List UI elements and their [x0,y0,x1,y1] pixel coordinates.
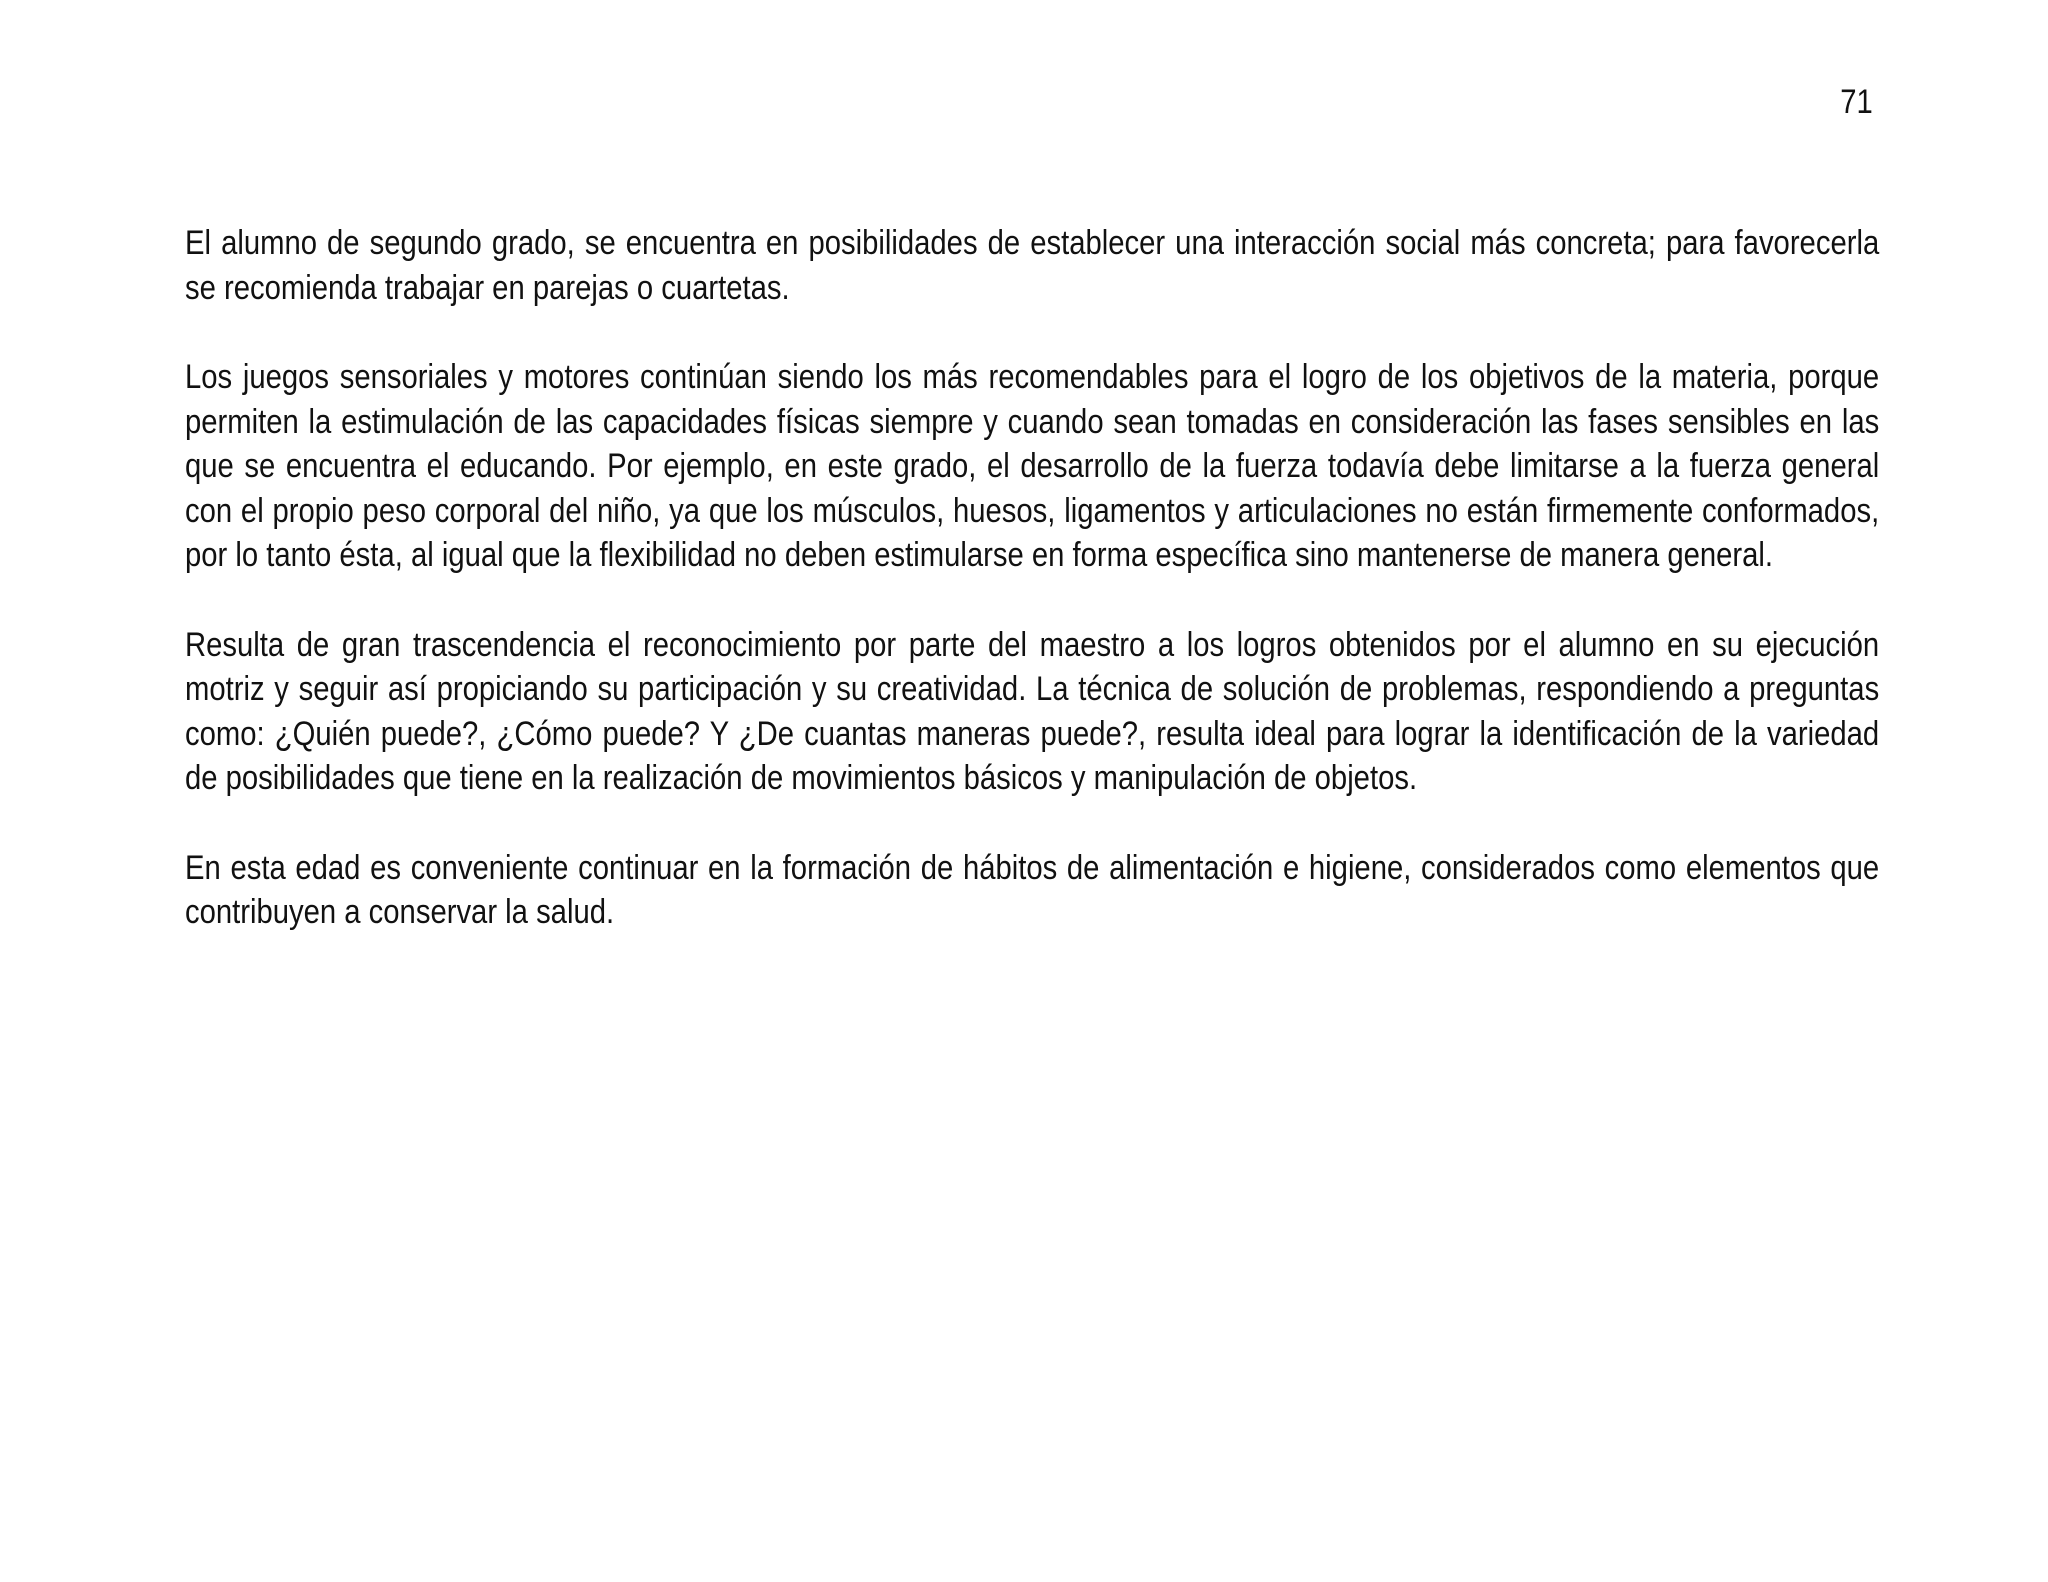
page-number: 71 [1840,83,1873,121]
paragraph-sensory-motor-games: Los juegos sensoriales y motores continúan siendo los más recomendables para el logro de los objetivos de la materia, porque permiten la estimulación de las capacidades físicas siempre y cuando sean tomadas en consideración las fases sensibles en las que se encuentra el educando. Por ejemplo, en este grado, el desarrollo de la fuerza todavía debe limitarse a la fuerza general con el propio peso corporal del niño, ya que los músculos, huesos, ligamentos y articulaciones no están firmemente conformados, por lo tanto ésta, al igual que la flexibilidad no deben estimularse en forma específica sino mantenerse de manera general. [185,358,1880,574]
paragraph-teacher-recognition: Resulta de gran trascendencia el reconocimiento por parte del maestro a los logros obtenidos por el alumno en su ejecución motriz y seguir así propiciando su participación y su creatividad. La técnica de solución de problemas, respondiendo a preguntas como: ¿Quién puede?, ¿Cómo puede? Y ¿De cuantas maneras puede?, resulta ideal para lograr la identificación de la variedad de posibilidades que tiene en la realización de movimientos básicos y manipulación de objetos. [185,625,1880,797]
paragraph-health-habits: En esta edad es conveniente continuar en la formación de hábitos de alimentación e higiene, considerados como elementos que contribuyen a conservar la salud. [185,848,1880,931]
paragraph-social-interaction: El alumno de segundo grado, se encuentra en posibilidades de establecer una interacción social más concreta; para favorecerla se recomienda trabajar en parejas o cuartetas. [185,224,1880,307]
body-text [185,221,1879,980]
